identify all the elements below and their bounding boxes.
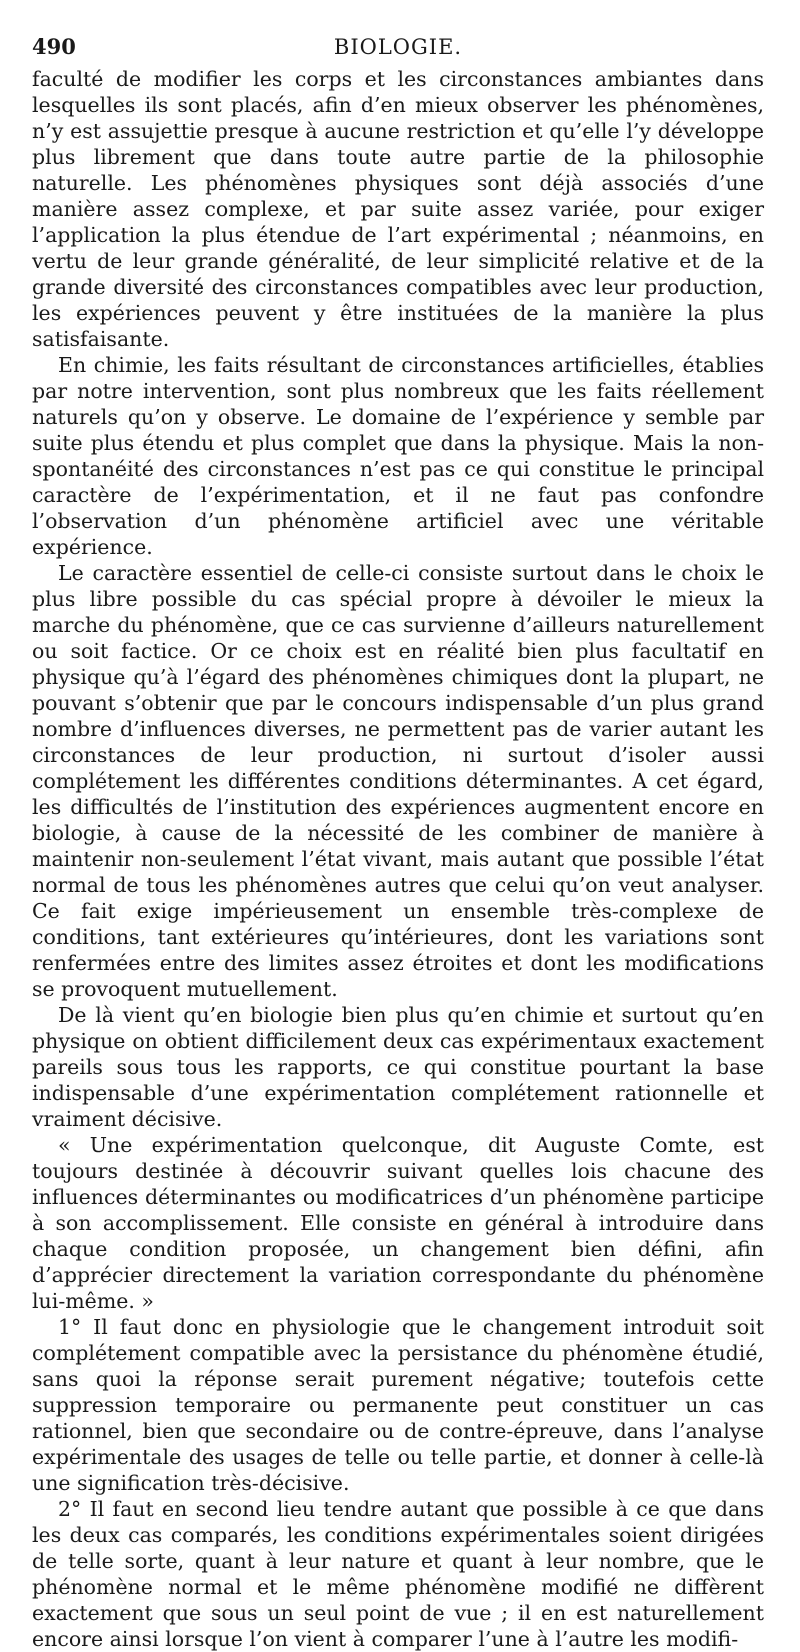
- paragraph: « Une expérimentation quelconque, dit Auguste Comte, est toujours destinée à découvrir suivant quelles lois chacune des influences déterminantes ou modificatrices d’un phénomène participe à son accomplissement. Elle consiste en général à introduire dans chaque condition proposée, un changement bien défini, afin d’apprécier directement la variation correspondante du phénomène lui-même. »: [32, 1133, 764, 1313]
- paragraph: En chimie, les faits résultant de circonstances artificielles, établies par notre intervention, sont plus nombreux que les faits réellement naturels qu’on y observe. Le domaine de l’expérience y semble par suite plus étendu et plus complet que dans la physique. Mais la non-spontanéité des circonstances n’est pas ce qui constitue le principal caractère de l’expérimentation, et il ne faut pas confondre l’observation d’un phénomène artificiel avec une véritable expérience.: [32, 353, 764, 559]
- body-text: [32, 66, 764, 1652]
- paragraph: 1° Il faut donc en physiologie que le changement introduit soit complétement compatible avec la persistance du phénomène étudié, sans quoi la réponse serait purement négative; toutefois cette suppression temporaire ou permanente peut constituer un cas rationnel, bien que secondaire ou de contre-épreuve, dans l’analyse expérimentale des usages de telle ou telle partie, et donner à celle-là une signification très-décisive.: [32, 1315, 764, 1495]
- paragraph: faculté de modifier les corps et les circonstances ambiantes dans lesquelles ils sont placés, afin d’en mieux observer les phénomènes, n’y est assujettie presque à aucune restriction et qu’elle l’y développe plus librement que dans toute autre partie de la philosophie naturelle. Les phénomènes physiques sont déjà associés d’une manière assez complexe, et par suite assez variée, pour exiger l’application la plus étendue de l’art expérimental ; néanmoins, en vertu de leur grande généralité, de leur simplicité relative et de la grande diversité des circonstances compatibles avec leur production, les expériences peuvent y être instituées de la manière la plus satisfaisante.: [32, 67, 764, 351]
- page-number: 490: [32, 34, 76, 59]
- paragraph: De là vient qu’en biologie bien plus qu’en chimie et surtout qu’en physique on obtient difficilement deux cas expérimentaux exactement pareils sous tous les rapports, ce qui constitue pourtant la base indispensable d’une expérimentation complétement rationnelle et vraiment décisive.: [32, 1003, 764, 1131]
- running-title: BIOLOGIE.: [333, 35, 463, 59]
- page-header: [32, 28, 764, 66]
- paragraph: Le caractère essentiel de celle-ci consiste surtout dans le choix le plus libre possible du cas spécial propre à dévoiler le mieux la marche du phénomène, que ce cas survienne d’ailleurs naturellement ou soit factice. Or ce choix est en réalité bien plus facultatif en physique qu’à l’égard des phénomènes chimiques dont la plupart, ne pouvant s’obtenir que par le concours indispensable d’un plus grand nombre d’influences diverses, ne permettent pas de varier autant les circonstances de leur production, ni surtout d’isoler aussi complétement les différentes conditions déterminantes. A cet égard, les difficultés de l’institution des expériences augmentent encore en biologie, à cause de la nécessité de les combiner de manière à maintenir non-seulement l’état vivant, mais autant que possible l’état normal de tous les phénomènes autres que celui qu’on veut analyser. Ce fait exige impérieusement un ensemble très-complexe de conditions, tant extérieures qu’intérieures, dont les variations sont renfermées entre des limites assez étroites et dont les modifications se provoquent mutuellement.: [32, 561, 764, 1001]
- paragraph: 2° Il faut en second lieu tendre autant que possible à ce que dans les deux cas comparés, les conditions expérimentales soient dirigées de telle sorte, quant à leur nature et quant à leur nombre, que le phénomène normal et le même phénomène modifié ne diffèrent exactement que sous un seul point de vue ; il en est naturellement encore ainsi lorsque l’on vient à comparer l’une à l’autre les modifi-: [32, 1497, 764, 1651]
